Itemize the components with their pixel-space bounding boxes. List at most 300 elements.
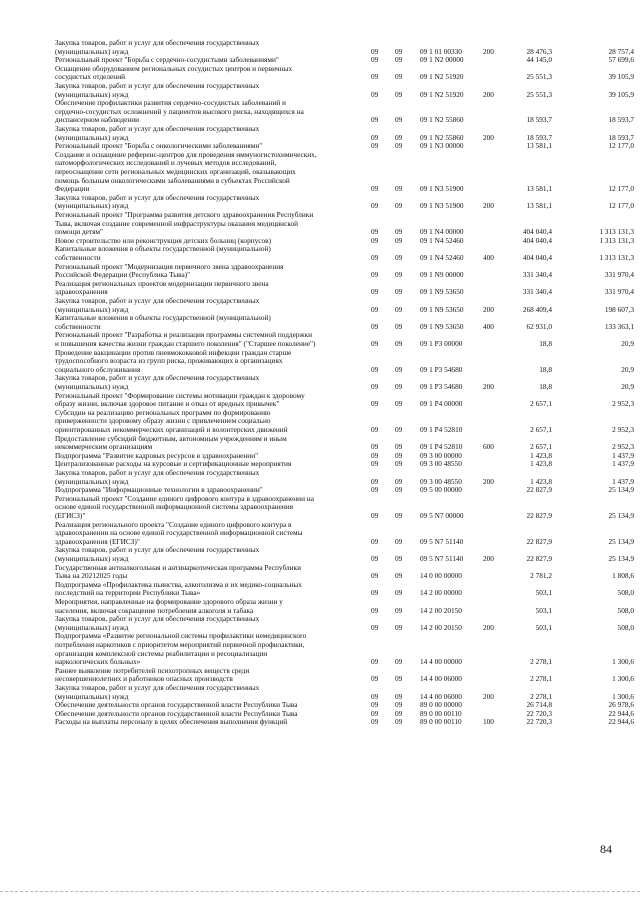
table-row	[0, 245, 640, 262]
amount-year-1: 331 340,4	[522, 270, 552, 280]
amount-year-2: 57 699,6	[608, 55, 634, 65]
amount-year-2: 20,9	[621, 338, 634, 348]
amount-year-1: 25 551,3	[526, 89, 552, 99]
row-description-line: образу жизни, включая здоровое питание и отказ от вредных привычек"	[55, 399, 280, 409]
subsection-code: 09	[395, 252, 403, 262]
table-row	[0, 409, 640, 435]
section-code: 09	[371, 571, 379, 581]
table-row	[0, 521, 640, 547]
row-description-line: Закупка товаров, работ и услуг для обеспечения государственных	[55, 545, 260, 555]
row-description-line: Федерации	[55, 184, 90, 194]
row-description-line: Мероприятия, направленные на формирование здорового образа жизни у	[55, 597, 283, 606]
section-code: 09	[371, 476, 379, 486]
table-row	[0, 263, 640, 280]
row-description	[55, 211, 360, 237]
table-row	[0, 435, 640, 452]
row-description	[55, 392, 360, 409]
row-description-line: (муниципальных) нужд	[55, 46, 129, 56]
subsection-code: 09	[395, 657, 403, 667]
target-article-code: 89 0 00 00110	[420, 708, 462, 718]
row-description-line: Предоставление субсидий бюджетным, автономным учреждениям и иным	[55, 433, 287, 443]
section-code: 09	[371, 141, 379, 151]
subsection-code: 09	[395, 622, 403, 632]
row-description-line: Подпрограмма «Развитие региональной системы профилактики немедицинского	[55, 631, 307, 641]
table-row	[0, 469, 640, 486]
target-article-code: 09 5 00 00000	[420, 485, 462, 495]
row-description-line: помощи детям"	[55, 227, 104, 237]
section-code: 09	[371, 424, 379, 434]
section-code: 09	[371, 450, 379, 460]
target-article-code: 09 5 N7 51140	[420, 553, 464, 563]
row-description-line: Субсидии на реализацию региональных программ по формированию	[55, 407, 271, 417]
row-description-line: помощь больным онкологическими заболеваниями в субъектах Российской	[55, 175, 290, 185]
amount-year-2: 22 944,6	[608, 708, 634, 718]
row-description-line: Региональный проект "Борьба с сердечно-сосудистыми заболеваниями"	[55, 55, 279, 65]
subsection-code: 09	[395, 708, 403, 718]
section-code: 09	[371, 89, 379, 99]
amount-year-2: 25 134,9	[608, 510, 634, 520]
row-description-line: ориентированных некоммерческих организаций и волонтерских движений	[55, 424, 288, 434]
amount-year-2: 508,0	[617, 605, 634, 615]
amount-year-1: 2 278,1	[530, 657, 552, 667]
row-description-line: Региональный проект "Разработка и реализация программы системной поддержки	[55, 330, 313, 340]
row-description	[55, 546, 360, 563]
table-row	[0, 314, 640, 331]
row-description-line: Капитальные вложения в объекты государственной (муниципальной)	[55, 244, 271, 254]
table-row	[0, 615, 640, 632]
section-code: 09	[371, 553, 379, 563]
amount-year-2: 1 300,6	[612, 691, 634, 701]
section-code: 09	[371, 622, 379, 632]
amount-year-1: 28 476,3	[526, 46, 552, 56]
row-description-line: Подпрограмма "Информационные технологии в здравоохранении"	[55, 485, 263, 495]
row-description-line: (муниципальных) нужд	[55, 622, 129, 632]
amount-year-2: 2 952,3	[612, 442, 634, 452]
table-row	[0, 331, 640, 348]
row-description-line: Тыва на 20212025 годы	[55, 571, 128, 581]
target-article-code: 09 1 N3 51900	[420, 184, 464, 194]
section-code: 09	[371, 459, 379, 469]
expense-type-code: 600	[483, 442, 494, 452]
row-description-line: здравоохранении на основе единой государственной информационной системы	[55, 528, 303, 538]
row-description-line: приверженности здоровому образу жизни с привлечением социально	[55, 416, 271, 426]
section-code: 09	[371, 252, 379, 262]
row-description	[55, 718, 360, 727]
amount-year-2: 1 313 131,3	[599, 235, 634, 245]
subsection-code: 09	[395, 553, 403, 563]
section-code: 09	[371, 674, 379, 684]
section-code: 09	[371, 381, 379, 391]
amount-year-1: 404 040,4	[522, 235, 552, 245]
subsection-code: 09	[395, 424, 403, 434]
section-code: 09	[371, 588, 379, 598]
row-description	[55, 409, 360, 435]
row-description	[55, 667, 360, 684]
amount-year-2: 25 134,9	[608, 536, 634, 546]
target-article-code: 09 1 N2 00000	[420, 55, 464, 65]
amount-year-1: 18,8	[539, 338, 552, 348]
amount-year-1: 22 827,9	[526, 553, 552, 563]
row-description-line: собственности	[55, 252, 101, 262]
amount-year-1: 13 581,1	[526, 141, 552, 151]
table-row	[0, 39, 640, 56]
row-description-line: диспансерном наблюдении	[55, 115, 140, 125]
row-description	[55, 374, 360, 391]
amount-year-1: 18 593,7	[526, 115, 552, 125]
subsection-code: 09	[395, 476, 403, 486]
row-description-line: Оснащение оборудованием региональных сосудистых центров и первичных	[55, 63, 293, 73]
row-description-line: сердечно-сосудистых осложнений у пациентов высокого риска, находящихся на	[55, 106, 304, 116]
section-code: 09	[371, 235, 379, 245]
row-description-line: (муниципальных) нужд	[55, 381, 129, 391]
expense-type-code: 200	[483, 553, 494, 563]
amount-year-1: 2 278,1	[530, 691, 552, 701]
table-row	[0, 349, 640, 375]
subsection-code: 09	[395, 235, 403, 245]
row-description-line: Обеспечение профилактики развития сердечно-сосудистых заболеваний и	[55, 98, 286, 108]
bottom-divider	[0, 891, 640, 892]
subsection-code: 09	[395, 571, 403, 581]
row-description-line: и повышения качества жизни граждан старшего поколения" ("Старшее поколение")	[55, 338, 316, 348]
amount-year-2: 1 313 131,3	[599, 227, 634, 237]
amount-year-2: 39 105,9	[608, 89, 634, 99]
row-description-line: Проведение вакцинации против пневмококковой инфекции граждан старше	[55, 347, 292, 357]
row-description-line: населения, включая сокращение потребления алкоголя и табака	[55, 605, 254, 615]
row-description	[55, 684, 360, 701]
expense-type-code: 400	[483, 321, 494, 331]
subsection-code: 09	[395, 588, 403, 598]
row-description-line: Региональный проект "Создание единого цифрового контура в здравоохранении на	[55, 493, 314, 503]
expense-type-code: 200	[483, 622, 494, 632]
target-article-code: 09 1 N3 00000	[420, 141, 464, 151]
amount-year-2: 508,0	[617, 588, 634, 598]
row-description-line: (муниципальных) нужд	[55, 691, 129, 701]
row-description	[55, 245, 360, 262]
amount-year-1: 62 931,0	[526, 321, 552, 331]
row-description-line: некоммерческим организациям	[55, 442, 153, 452]
target-article-code: 09 1 N9 00000	[420, 270, 464, 280]
target-article-code: 89 0 00 00000	[420, 700, 462, 710]
subsection-code: 09	[395, 141, 403, 151]
table-row	[0, 632, 640, 666]
table-row	[0, 297, 640, 314]
row-description-line: Закупка товаров, работ и услуг для обеспечения государственных	[55, 468, 260, 477]
amount-year-2: 2 952,3	[612, 424, 634, 434]
section-code: 09	[371, 321, 379, 331]
amount-year-1: 404 040,4	[522, 252, 552, 262]
subsection-code: 09	[395, 510, 403, 520]
subsection-code: 09	[395, 72, 403, 82]
row-description-line: трудоспособного возраста из групп риска, проживающих в организациях	[55, 356, 283, 366]
row-description-line: последствий на территории Республики Тыва»	[55, 588, 201, 598]
row-description-line: потребления наркотиков с приоритетом мероприятий первичной профилактики,	[55, 639, 305, 649]
section-code: 09	[371, 184, 379, 194]
amount-year-2: 2 952,3	[612, 399, 634, 409]
amount-year-2: 1 808,6	[612, 571, 634, 581]
row-description	[55, 151, 360, 194]
target-article-code: 09 1 N2 55860	[420, 115, 464, 125]
row-description-line: Подпрограмма "Развитие кадровых ресурсов в здравоохранении"	[55, 450, 259, 460]
page-number: 84	[600, 842, 612, 856]
subsection-code: 09	[395, 89, 403, 99]
row-description-line: социального обслуживания	[55, 364, 141, 374]
row-description-line: Расходы на выплаты персоналу в целях обеспечения выполнения функций	[55, 717, 288, 727]
subsection-code: 09	[395, 674, 403, 684]
row-description-line: Российской Федерации (Республика Тыва)"	[55, 270, 191, 280]
target-article-code: 14 4 00 00000	[420, 657, 462, 667]
table-row	[0, 82, 640, 99]
section-code: 09	[371, 700, 379, 710]
row-description	[55, 615, 360, 632]
subsection-code: 09	[395, 115, 403, 125]
subsection-code: 09	[395, 364, 403, 374]
amount-year-2: 198 607,3	[604, 304, 634, 314]
table-row	[0, 125, 640, 142]
row-description	[55, 125, 360, 142]
subsection-code: 09	[395, 321, 403, 331]
target-article-code: 09 1 P3 54680	[420, 364, 463, 374]
row-description-line: Новое строительство или реконструкция детских больниц (корпусов)	[55, 235, 272, 245]
row-description	[55, 581, 360, 598]
section-code: 09	[371, 536, 379, 546]
section-code: 09	[371, 287, 379, 297]
amount-year-1: 503,1	[535, 622, 552, 632]
amount-year-1: 503,1	[535, 588, 552, 598]
row-description-line: сосудистых отделений	[55, 72, 126, 82]
expense-type-code: 200	[483, 89, 494, 99]
row-description-line: наркологических больных»	[55, 657, 141, 667]
row-description-line: Закупка товаров, работ и услуг для обеспечения государственных	[55, 614, 260, 624]
row-description-line: (ЕГИСЗ)"	[55, 510, 86, 520]
amount-year-2: 12 177,0	[608, 201, 634, 211]
row-description-line: Обеспечение деятельности органов государственной власти Республики Тыва	[55, 700, 298, 710]
target-article-code: 09 3 00 48550	[420, 476, 462, 486]
amount-year-1: 18,8	[539, 364, 552, 374]
amount-year-1: 13 581,1	[526, 184, 552, 194]
amount-year-2: 331 970,4	[604, 270, 634, 280]
target-article-code: 09 3 00 48550	[420, 459, 462, 469]
row-description-line: Закупка товаров, работ и услуг для обеспечения государственных	[55, 296, 260, 305]
subsection-code: 09	[395, 55, 403, 65]
target-article-code: 14 0 00 00000	[420, 571, 462, 581]
amount-year-1: 25 551,3	[526, 72, 552, 82]
amount-year-1: 2 781,2	[530, 571, 552, 581]
row-description-line: Капитальные вложения в объекты государственной (муниципальной)	[55, 313, 271, 323]
expense-type-code: 200	[483, 476, 494, 486]
row-description-line: Реализация регионального проекта "Создание единого цифрового контура в	[55, 519, 292, 529]
row-description	[55, 469, 360, 486]
table-row	[0, 546, 640, 563]
subsection-code: 09	[395, 450, 403, 460]
table-row	[0, 581, 640, 598]
target-article-code: 14 2 00 20150	[420, 605, 462, 615]
subsection-code: 09	[395, 605, 403, 615]
subsection-code: 09	[395, 304, 403, 314]
amount-year-1: 26 714,8	[526, 700, 552, 710]
row-description	[55, 632, 360, 666]
section-code: 09	[371, 442, 379, 452]
row-description-line: Закупка товаров, работ и услуг для обеспечения государственных	[55, 124, 260, 133]
row-description	[55, 39, 360, 56]
target-article-code: 09 1 P4 00000	[420, 399, 463, 409]
subsection-code: 09	[395, 459, 403, 469]
target-article-code: 09 1 P3 54680	[420, 381, 463, 391]
subsection-code: 09	[395, 442, 403, 452]
amount-year-1: 22 720,3	[526, 717, 552, 727]
row-description-line: патоморфологических исследований и лучевых методов исследований,	[55, 158, 277, 168]
row-description-line: (муниципальных) нужд	[55, 553, 129, 563]
section-code: 09	[371, 399, 379, 409]
amount-year-1: 1 423,8	[530, 476, 552, 486]
section-code: 09	[371, 708, 379, 718]
section-code: 09	[371, 510, 379, 520]
amount-year-2: 18 593,7	[608, 132, 634, 142]
subsection-code: 09	[395, 691, 403, 701]
amount-year-1: 331 340,4	[522, 287, 552, 297]
row-description-line: (муниципальных) нужд	[55, 201, 129, 211]
target-article-code: 09 1 N2 51920	[420, 89, 464, 99]
section-code: 09	[371, 364, 379, 374]
amount-year-2: 25 134,9	[608, 485, 634, 495]
table-row	[0, 99, 640, 125]
row-description	[55, 263, 360, 280]
row-description-line: Закупка товаров, работ и услуг для обеспечения государственных	[55, 192, 260, 202]
target-article-code: 09 1 N9 53650	[420, 304, 464, 314]
row-description-line: несовершеннолетних и работников опасных производств	[55, 674, 233, 684]
section-code: 09	[371, 605, 379, 615]
row-description-line: Закупка товаров, работ и услуг для обеспечения государственных	[55, 683, 260, 692]
row-description	[55, 564, 360, 581]
amount-year-1: 2 657,1	[530, 399, 552, 409]
subsection-code: 09	[395, 717, 403, 727]
row-description-line: Создание и оснащение референс-центров для проведения иммуногистохимических,	[55, 149, 317, 159]
row-description	[55, 435, 360, 452]
target-article-code: 09 3 00 00000	[420, 450, 462, 460]
table-row	[0, 65, 640, 82]
target-article-code: 09 1 N9 53650	[420, 321, 464, 331]
row-description-line: Закупка товаров, работ и услуг для обеспечения государственных	[55, 38, 260, 47]
table-row	[0, 667, 640, 684]
target-article-code: 09 1 N4 52460	[420, 235, 464, 245]
table-row	[0, 718, 640, 727]
subsection-code: 09	[395, 132, 403, 142]
target-article-code: 09 1 N3 51900	[420, 201, 464, 211]
expense-type-code: 200	[483, 691, 494, 701]
subsection-code: 09	[395, 700, 403, 710]
section-code: 09	[371, 55, 379, 65]
target-article-code: 09 1 P4 52810	[420, 442, 463, 452]
row-description-line: (муниципальных) нужд	[55, 89, 129, 99]
amount-year-1: 2 657,1	[530, 424, 552, 434]
row-description-line: Реализация региональных проектов модернизации первичного звена	[55, 278, 269, 288]
table-row	[0, 495, 640, 521]
target-article-code: 09 5 N7 51140	[420, 536, 464, 546]
target-article-code: 09 1 N9 53650	[420, 287, 464, 297]
row-description-line: Подпрограмма «Профилактика пьянства, алкоголизма и их медико-социальных	[55, 579, 302, 589]
amount-year-1: 22 827,9	[526, 510, 552, 520]
expense-type-code: 200	[483, 381, 494, 391]
row-description	[55, 331, 360, 348]
row-description-line: Обеспечение деятельности органов государственной власти Республики Тыва	[55, 708, 298, 718]
amount-year-2: 1 437,9	[612, 450, 634, 460]
amount-year-2: 22 944,6	[608, 717, 634, 727]
row-description-line: (муниципальных) нужд	[55, 132, 129, 142]
expense-type-code: 100	[483, 717, 494, 727]
subsection-code: 09	[395, 536, 403, 546]
row-description-line: Закупка товаров, работ и услуг для обеспечения государственных	[55, 81, 260, 90]
subsection-code: 09	[395, 381, 403, 391]
target-article-code: 89 0 00 00110	[420, 717, 462, 727]
amount-year-1: 22 827,9	[526, 485, 552, 495]
table-row	[0, 392, 640, 409]
amount-year-2: 12 177,0	[608, 184, 634, 194]
amount-year-1: 1 423,8	[530, 450, 552, 460]
section-code: 09	[371, 132, 379, 142]
amount-year-2: 1 313 131,3	[599, 252, 634, 262]
row-description-line: Региональный проект "Модернизация первичного звена здравоохранения	[55, 261, 284, 271]
amount-year-2: 28 757,4	[608, 46, 634, 56]
amount-year-2: 1 300,6	[612, 657, 634, 667]
subsection-code: 09	[395, 227, 403, 237]
row-description-line: переоснащение сети региональных медицинских организаций, оказывающих	[55, 166, 296, 176]
row-description-line: (муниципальных) нужд	[55, 476, 129, 486]
section-code: 09	[371, 270, 379, 280]
target-article-code: 14 2 00 00000	[420, 588, 462, 598]
row-description-line: Региональный проект "Программа развития детского здравоохранения Республики	[55, 210, 314, 219]
row-description-line: Закупка товаров, работ и услуг для обеспечения государственных	[55, 373, 260, 383]
target-article-code: 09 1 N2 51920	[420, 72, 464, 82]
amount-year-1: 13 581,1	[526, 201, 552, 211]
expense-type-code: 200	[483, 46, 494, 56]
subsection-code: 09	[395, 270, 403, 280]
target-article-code: 09 1 P3 00000	[420, 338, 463, 348]
amount-year-2: 39 105,9	[608, 72, 634, 82]
amount-year-2: 331 970,4	[604, 287, 634, 297]
table-row	[0, 194, 640, 211]
amount-year-2: 18 593,7	[608, 115, 634, 125]
amount-year-1: 503,1	[535, 605, 552, 615]
row-description	[55, 99, 360, 125]
amount-year-2: 133 363,1	[604, 321, 634, 331]
row-description-line: (муниципальных) нужд	[55, 304, 129, 314]
subsection-code: 09	[395, 184, 403, 194]
table-row	[0, 211, 640, 237]
subsection-code: 09	[395, 287, 403, 297]
target-article-code: 09 1 P4 52810	[420, 424, 463, 434]
subsection-code: 09	[395, 46, 403, 56]
amount-year-2: 1 300,6	[612, 674, 634, 684]
row-description-line: основе единой государственной информационной системы здравоохранения	[55, 502, 293, 512]
table-row	[0, 374, 640, 391]
amount-year-2: 26 978,6	[608, 700, 634, 710]
table-row	[0, 598, 640, 615]
row-description-line: Раннее выявление потребителей психотропных веществ среди	[55, 665, 250, 675]
target-article-code: 09 5 N7 00000	[420, 510, 464, 520]
target-article-code: 14 4 00 06000	[420, 691, 462, 701]
amount-year-1: 268 409,4	[522, 304, 552, 314]
amount-year-1: 2 278,1	[530, 674, 552, 684]
expense-type-code: 200	[483, 201, 494, 211]
row-description-line: здравоохранения (ЕГИСЗ)"	[55, 536, 140, 546]
row-description-line: здравоохранения	[55, 287, 108, 297]
section-code: 09	[371, 72, 379, 82]
table-row	[0, 564, 640, 581]
amount-year-2: 20,9	[621, 364, 634, 374]
amount-year-2: 12 177,0	[608, 141, 634, 151]
section-code: 09	[371, 717, 379, 727]
amount-year-1: 2 657,1	[530, 442, 552, 452]
target-article-code: 09 1 N2 55860	[420, 132, 464, 142]
